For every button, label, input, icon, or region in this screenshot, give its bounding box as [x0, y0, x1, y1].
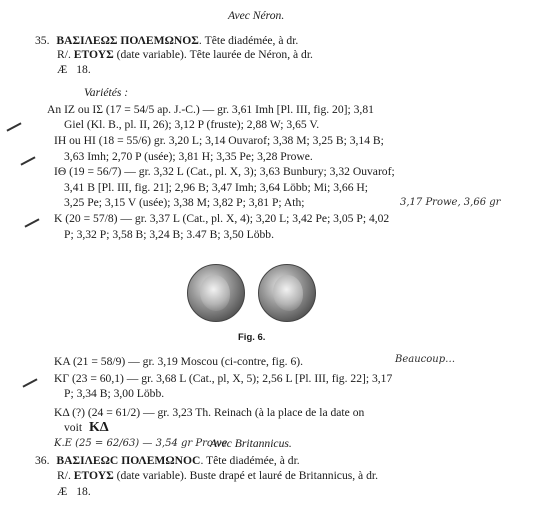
- varietes-heading: Variétés :: [84, 86, 129, 99]
- variety-line: 3,41 B [Pl. III, fig. 21]; 2,96 B; 3,47 Imh; 3,64 Löbb; Mi; 3,66 H;: [64, 181, 369, 194]
- coin-legend: ΒΑΣΙΛΕΩΣ ΠΟΛΕΜΩΝΟΣ: [56, 34, 199, 47]
- handwritten-note: Beaucoup…: [395, 354, 456, 365]
- variety-line: P; 3,34 B; 3,00 Löbb.: [64, 387, 165, 400]
- variety-line: ΙΗ ou ΗΙ (18 = 55/6) gr. 3,20 L; 3,14 Ouvarof; 3,38 M; 3,25 B; 3,14 B;: [54, 134, 384, 147]
- module-size: 18.: [76, 485, 91, 498]
- reverse-abbr: R/.: [57, 469, 71, 482]
- variety-line: 3,25 Pe; 3,15 V (usée); 3,38 M; 3,82 P; 3,81 P; Ath;: [64, 196, 305, 209]
- variety-line: 3,63 Imh; 2,70 P (usée); 3,81 H; 3,35 Pe; 3,28 Prowe.: [64, 150, 313, 163]
- variety-line: Κ (20 = 57/8) — gr. 3,37 L (Cat., pl. X, 4); 3,20 L; 3,42 Pe; 3,05 P; 4,02: [54, 212, 390, 225]
- entry-number: 36.: [35, 454, 50, 467]
- voit-text: voit: [64, 421, 83, 434]
- entry-36-reverse: [57, 469, 378, 482]
- coin-obverse-image: [187, 264, 245, 322]
- metal-symbol: Æ: [57, 63, 68, 76]
- variety-line: ΙΘ (19 = 56/7) — gr. 3,32 L (Cat., pl. X, 3); 3,63 Bunbury; 3,32 Ouvarof;: [54, 165, 395, 178]
- figure-caption: Fig. 6.: [238, 332, 266, 343]
- margin-tick-mark: [22, 378, 37, 387]
- coin-reverse-image: [258, 264, 316, 322]
- obverse-desc: . Tête diadémée, à dr.: [198, 34, 299, 47]
- variety-line: ΚΓ (23 = 60,1) — gr. 3,68 L (Cat., pl, X, 5); 2,56 L [Pl. III, fig. 22]; 3,17: [54, 372, 393, 385]
- handwritten-note: 3,17 Prowe, 3,66 gr: [400, 197, 501, 208]
- entry-36-metal: [57, 485, 91, 498]
- date-monogram: ΚΔ: [88, 420, 109, 435]
- entry-36: [35, 454, 300, 467]
- margin-tick-mark: [6, 122, 21, 131]
- subsection-title: Avec Britannicus.: [210, 437, 292, 450]
- entry-35-metal: [57, 63, 91, 76]
- variety-line: Giel (Kl. B., pl. II, 26); 3,12 P (fruste); 2,88 W; 3,65 V.: [64, 118, 320, 131]
- entry-35-reverse: [57, 48, 313, 61]
- variety-line: An ΙΖ ou ΙΣ (17 = 54/5 ap. J.-C.) — gr. 3,61 Imh [Pl. III, fig. 20]; 3,81: [47, 103, 374, 116]
- reverse-desc: (date variable). Buste drapé et lauré de Britannicus, à dr.: [116, 469, 379, 482]
- coin-legend: ΒΑΣΙΛΕΩC ΠΟΛΕΜΩΝΟC: [56, 454, 201, 467]
- margin-tick-mark: [24, 218, 39, 227]
- variety-line: ΚΔ (?) (24 = 61/2) — gr. 3,23 Th. Reinach (à la place de la date on: [54, 406, 365, 419]
- entry-number: 35.: [35, 34, 50, 47]
- module-size: 18.: [76, 63, 91, 76]
- section-title: Avec Néron.: [228, 9, 285, 22]
- reverse-legend: ΕΤΟΥΣ: [73, 48, 114, 61]
- reverse-legend: ΕΤΟΥΣ: [73, 469, 114, 482]
- handwritten-note: Κ.Ε (25 = 62/63) — 3,54 gr Prowe: [54, 438, 228, 449]
- entry-35: [35, 34, 298, 47]
- margin-tick-mark: [20, 156, 35, 165]
- variety-line: P; 3,32 P; 3,58 B; 3,24 B; 3.47 B; 3,50 Löbb.: [64, 228, 275, 241]
- metal-symbol: Æ: [57, 485, 68, 498]
- variety-line: ΚΑ (21 = 58/9) — gr. 3,19 Moscou (ci-contre, fig. 6).: [54, 355, 303, 368]
- reverse-abbr: R/.: [57, 48, 71, 61]
- variety-line-voit: [64, 421, 109, 434]
- obverse-desc: . Tête diadémée, à dr.: [200, 454, 300, 467]
- portrait-head: [200, 275, 230, 311]
- reverse-desc: (date variable). Tête laurée de Néron, à dr.: [116, 48, 313, 61]
- portrait-head: [273, 275, 303, 311]
